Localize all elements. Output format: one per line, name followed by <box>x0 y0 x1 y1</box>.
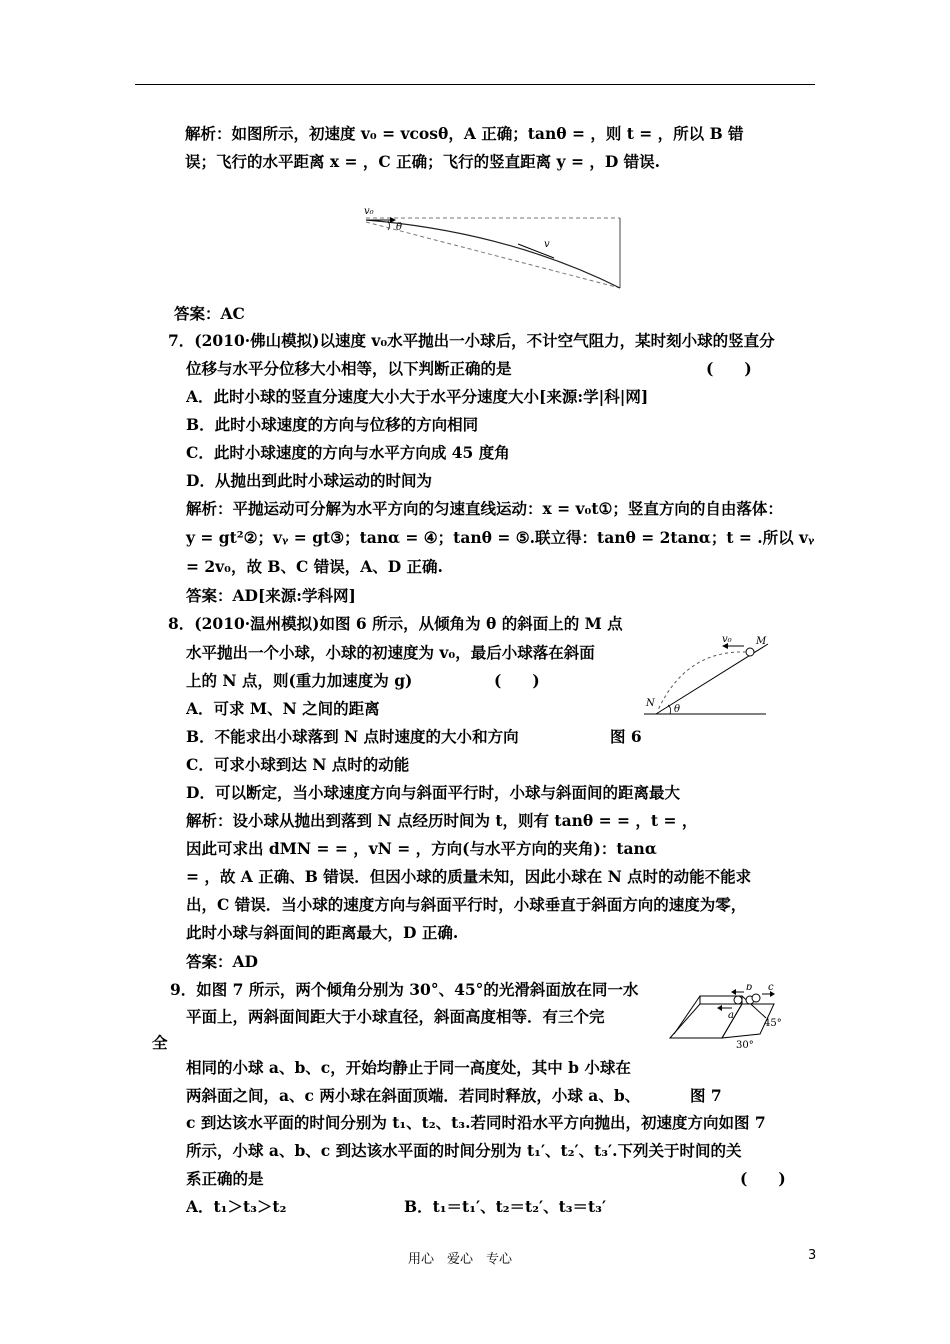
q9-line7: 系正确的是 <box>186 1169 264 1188</box>
q7-analysis-line3: = 2v₀，故 B、C 错误，A、D 正确. <box>186 557 443 576</box>
q8-analysis-line5: 此时小球与斜面间的距离最大，D 正确. <box>186 923 459 942</box>
q7-bracket: ( ) <box>706 359 752 378</box>
label-m: M <box>756 636 767 647</box>
projectile-velocity-figure <box>358 202 628 294</box>
q8-figure-caption: 图 6 <box>610 727 642 746</box>
q9-line3: 相同的小球 a、b、c，开始均静止于同一高度处，其中 b 小球在 <box>186 1058 631 1077</box>
q7-option-b: B．此时小球速度的方向与位移的方向相同 <box>186 415 479 434</box>
q9-bracket: ( ) <box>740 1169 786 1188</box>
label-b: b <box>746 984 753 993</box>
label-v0: v₀ <box>364 206 374 217</box>
label-c: c <box>768 984 774 993</box>
q8-analysis-line4: 出，C 错误．当小球的速度方向与斜面平行时，小球垂直于斜面方向的速度为零， <box>186 895 747 914</box>
q9-option-a: A．t₁＞t₃＞t₂ <box>186 1197 287 1216</box>
q8-option-a: A．可求 M、N 之间的距离 <box>186 699 380 718</box>
q8-option-b: B．不能求出小球落到 N 点时速度的大小和方向 <box>186 727 519 746</box>
q8-analysis-line1: 解析：设小球从抛出到落到 N 点经历时间为 t，则有 tanθ = = ，t = ， <box>186 811 698 830</box>
header-rule <box>135 84 815 85</box>
q7-option-c: C．此时小球速度的方向与水平方向成 45 度角 <box>186 443 510 462</box>
answer-prev: 答案：AC <box>174 304 245 323</box>
two-incline-figure <box>666 984 796 1054</box>
q8-option-d: D．可以断定，当小球速度方向与斜面平行时，小球与斜面间的距离最大 <box>186 783 680 802</box>
label-30deg: 30° <box>736 1040 754 1051</box>
q9-line1: 9．如图 7 所示，两个倾角分别为 30°、45°的光滑斜面放在同一水 <box>170 980 639 999</box>
footer-slogan: 用心 爱心 专心 <box>408 1252 513 1267</box>
label-a: a <box>728 1010 734 1021</box>
label-v0: v₀ <box>722 634 732 645</box>
q9-line5: c 到达该水平面的时间分别为 t₁、t₂、t₃.若同时沿水平方向抛出，初速度方向如图 7 <box>186 1113 766 1132</box>
analysis-prev-line1: 解析：如图所示，初速度 v₀ = vcosθ，A 正确；tanθ = ，则 t = ，所以 B 错 <box>185 124 744 143</box>
q8-line1: 8．(2010·温州模拟)如图 6 所示，从倾角为 θ 的斜面上的 M 点 <box>168 614 623 633</box>
q8-option-c: C．可求小球到达 N 点时的动能 <box>186 755 410 774</box>
label-45deg: 45° <box>764 1018 782 1029</box>
analysis-prev-line2: 误；飞行的水平距离 x = ，C 正确；飞行的竖直距离 y = ，D 错误. <box>185 152 661 171</box>
q8-line3: 上的 N 点，则(重力加速度为 g) <box>186 671 413 690</box>
q9-line2: 平面上，两斜面间距大于小球直径，斜面高度相等．有三个完 <box>186 1007 605 1026</box>
q9-line4: 两斜面之间，a、c 两小球在斜面顶端．若同时释放，小球 a、b、 <box>186 1086 641 1105</box>
q8-analysis-line3: = ，故 A 正确、B 错误．但因小球的质量未知，因此小球在 N 点时的动能不能求 <box>186 867 752 886</box>
q7-option-d: D．从抛出到此时小球运动的时间为 <box>186 471 432 490</box>
q9-line6: 所示，小球 a、b、c 到达该水平面的时间分别为 t₁′、t₂′、t₃′.下列关于时间的关 <box>186 1141 742 1160</box>
q8-answer: 答案：AD <box>186 952 258 971</box>
label-theta: θ <box>396 222 403 233</box>
label-n: N <box>646 698 655 709</box>
q7-analysis-line2: y = gt²②；vᵧ = gt③；tanα = ④；tanθ = ⑤.联立得：tanθ = 2tanα；t = .所以 vᵧ <box>186 528 815 547</box>
label-theta: θ <box>674 704 681 715</box>
q7-line2: 位移与水平分位移大小相等，以下判断正确的是 <box>186 359 512 378</box>
q9-option-b: B．t₁＝t₁′、t₂＝t₂′、t₃＝t₃′ <box>404 1197 607 1216</box>
incline-projectile-figure <box>636 632 772 722</box>
q8-line2: 水平抛出一个小球，小球的初速度为 v₀，最后小球落在斜面 <box>186 643 595 662</box>
q9-line2-cont: 全 <box>152 1033 168 1052</box>
q7-option-a: A．此时小球的竖直分速度大小大于水平分速度大小[来源:学|科|网] <box>186 387 649 406</box>
page-number: 3 <box>808 1248 817 1263</box>
q8-bracket: ( ) <box>494 671 540 690</box>
q7-line1: 7．(2010·佛山模拟)以速度 v₀水平抛出一小球后，不计空气阻力，某时刻小球的竖直分 <box>168 331 775 350</box>
q7-analysis-line1: 解析：平抛运动可分解为水平方向的匀速直线运动：x = v₀t①；竖直方向的自由落体： <box>186 499 783 518</box>
q7-answer: 答案：AD[来源:学科网] <box>186 586 356 605</box>
label-v: v <box>544 239 550 250</box>
q9-figure-caption: 图 7 <box>690 1086 722 1105</box>
q8-analysis-line2: 因此可求出 dMN = = ，vN = ，方向(与水平方向的夹角)：tanα <box>186 839 657 858</box>
